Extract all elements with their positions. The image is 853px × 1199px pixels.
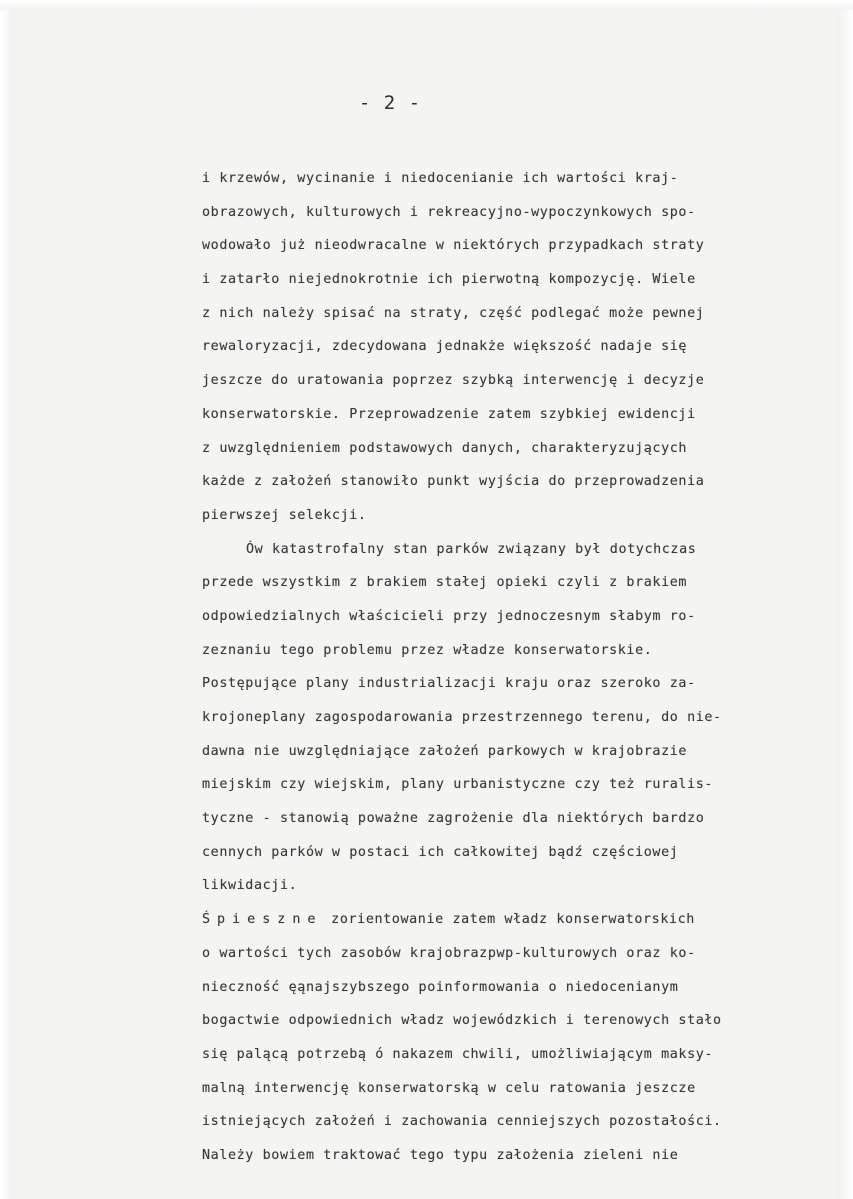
- text-line: jeszcze do uratowania poprzez szybką interwencję i decyzje: [202, 373, 705, 389]
- text-line: likwidacji.: [202, 878, 298, 894]
- text-line: bogactwie odpowiednich władz wojewódzkich i terenowych stało: [202, 1013, 722, 1029]
- spaced-word: Śpieszne: [202, 912, 323, 928]
- text-line: i zatarło niejednokrotnie ich pierwotną kompozycję. Wiele: [202, 272, 696, 288]
- text-line: pierwszej selekcji.: [202, 507, 367, 523]
- scan-edge-right: [837, 0, 853, 1199]
- text-line: Ów katastrofalny stan parków związany był dotychczas: [246, 541, 697, 557]
- text-line: dawna nie uwzględniające założeń parkowych w krajobrazie: [202, 743, 688, 759]
- text-line: o wartości tych zasobów krajobrazpwp-kulturowych oraz ko-: [202, 945, 696, 961]
- text-line-rest: zorientowanie zatem władz konserwatorskich: [331, 912, 695, 928]
- scan-edge-top: [0, 0, 853, 10]
- text-line: rewaloryzacji, zdecydowana jednakże większość nadaje się: [202, 339, 688, 355]
- text-line: przede wszystkim z brakiem stałej opieki czyli z brakiem: [202, 575, 688, 591]
- body-text: [202, 162, 820, 1173]
- text-line: zeznaniu tego problemu przez władze konserwatorskie.: [202, 642, 653, 658]
- text-line: odpowiedzialnych właścicieli przy jednoczesnym słabym ro-: [202, 608, 696, 624]
- text-line: obrazowych, kulturowych i rekreacyjno-wypoczynkowych spo-: [202, 204, 696, 220]
- text-line: każde z założeń stanowiło punkt wyjścia do przeprowadzenia: [202, 474, 705, 490]
- scan-edge-left: [0, 0, 14, 1199]
- text-line: i krzewów, wycinanie i niedocenianie ich wartości kraj-: [202, 171, 679, 186]
- text-line: istniejących założeń i zachowania cenniejszych pozostałości.: [202, 1114, 722, 1130]
- text-line: miejskim czy wiejskim, plany urbanistyczne czy też ruralis-: [202, 777, 714, 793]
- text-line: nieczność ęąnajszybszego poinformowania o niedocenianym: [202, 979, 679, 995]
- text-line: Należy bowiem traktować tego typu założenia zieleni nie: [202, 1147, 679, 1163]
- text-line: wodowało już nieodwracalne w niektórych przypadkach straty: [202, 238, 705, 254]
- text-line: cennych parków w postaci ich całkowitej bądź częściowej: [202, 844, 679, 860]
- text-line: Postępujące plany industrializacji kraju oraz szeroko za-: [202, 676, 696, 692]
- text-line: się palącą potrzebą ó nakazem chwili, umożliwiającym maksy-: [202, 1046, 714, 1062]
- text-line: tyczne - stanowią poważne zagrożenie dla niektórych bardzo: [202, 811, 705, 827]
- text-line: malną interwencję konserwatorską w celu ratowania jeszcze: [202, 1080, 696, 1096]
- text-line: krojoneplany zagospodarowania przestrzennego terenu, do nie-: [202, 710, 722, 725]
- text-line: z uwzględnieniem podstawowych danych, charakteryzujących: [202, 440, 688, 456]
- text-line: [202, 903, 820, 937]
- text-line: z nich należy spisać na straty, część podlegać może pewnej: [202, 305, 705, 321]
- page-number: - 2 -: [358, 92, 422, 114]
- text-line: konserwatorskie. Przeprowadzenie zatem szybkiej ewidencji: [202, 406, 696, 422]
